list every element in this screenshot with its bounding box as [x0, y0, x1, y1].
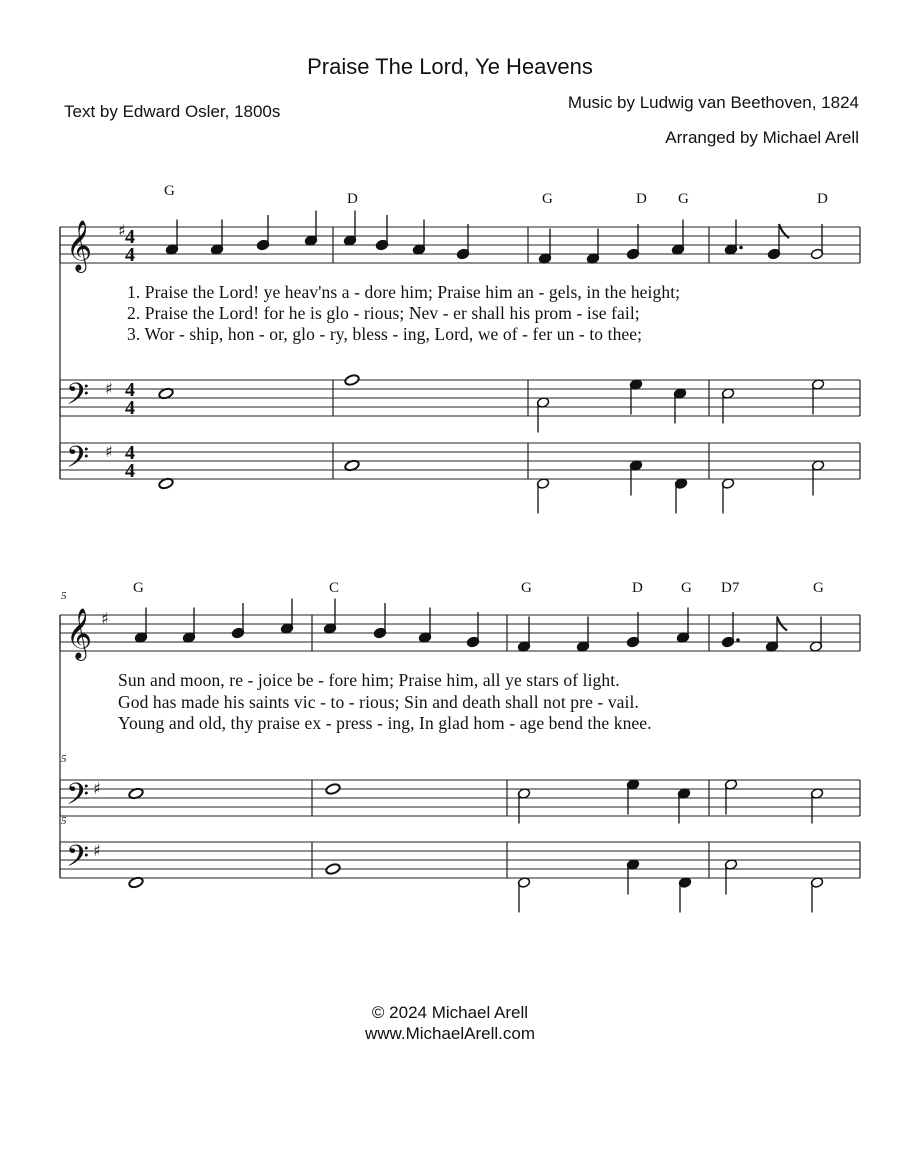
- lyric-verse-3: 3. Wor - ship, hon - or, glo - ry, bless - ing, Lord, we of - fer un - to thee;: [127, 324, 643, 344]
- sharp-icon: ♯: [93, 779, 101, 798]
- chord-symbol: G: [164, 183, 175, 199]
- music-credit: Music by Ludwig van Beethoven, 1824: [567, 93, 859, 112]
- sharp-icon: ♯: [105, 379, 113, 398]
- note-dot: [736, 638, 740, 642]
- lyric-verse-1: 1. Praise the Lord! ye heav'ns a - dore him; Praise him an - gels, in the height;: [127, 282, 681, 302]
- chord-symbol: G: [133, 580, 144, 596]
- chord-symbol: D: [636, 191, 647, 207]
- time-signature: 4: [125, 460, 135, 482]
- measure-number: 5: [61, 753, 67, 765]
- time-signature: 4: [125, 379, 135, 401]
- bass-clef-icon: 𝄢: [66, 840, 90, 881]
- sharp-icon: ♯: [105, 442, 113, 461]
- sharp-icon: ♯: [93, 841, 101, 860]
- chord-symbol: G: [678, 191, 689, 207]
- note-head: [325, 863, 341, 876]
- chord-symbol: G: [521, 580, 532, 596]
- copyright-notice: © 2024 Michael Arell: [371, 1003, 529, 1022]
- treble-clef-icon: 𝄞: [66, 608, 93, 659]
- bass-clef-icon: 𝄢: [66, 778, 90, 819]
- chord-symbol: G: [681, 580, 692, 596]
- arranger-credit: Arranged by Michael Arell: [665, 128, 859, 147]
- lyric-verse-1: Sun and moon, re - joice be - fore him; Praise him, all ye stars of light.: [118, 670, 620, 690]
- bass-clef-icon: 𝄢: [66, 378, 90, 419]
- time-signature: 4: [125, 244, 135, 266]
- chord-symbol: D: [632, 580, 643, 596]
- text-credit: Text by Edward Osler, 1800s: [64, 102, 281, 121]
- time-signature: 4: [125, 442, 135, 464]
- sharp-icon: ♯: [118, 221, 126, 240]
- time-signature: 4: [125, 397, 135, 419]
- note-head: [325, 783, 341, 796]
- bass-clef-icon: 𝄢: [66, 441, 90, 482]
- page-title: Praise The Lord, Ye Heavens: [307, 54, 593, 79]
- chord-symbol: G: [542, 191, 553, 207]
- website-link[interactable]: www.MichaelArell.com: [364, 1024, 536, 1043]
- chord-symbol: C: [329, 580, 340, 596]
- measure-number: 5: [61, 590, 67, 602]
- note-head: [344, 374, 360, 387]
- note-dot: [739, 246, 743, 250]
- lyric-verse-3: Young and old, thy praise ex - press - ing, In glad hom - age bend the knee.: [118, 713, 652, 733]
- sharp-icon: ♯: [101, 609, 109, 628]
- chord-symbol: D: [817, 191, 828, 207]
- lyric-verse-2: 2. Praise the Lord! for he is glo - rious; Nev - er shall his prom - ise fail;: [127, 303, 640, 323]
- treble-clef-icon: 𝄞: [66, 220, 93, 271]
- measure-number: 5: [61, 815, 67, 827]
- lyric-verse-2: God has made his saints vic - to - rious; Sin and death shall not pre - vail.: [118, 692, 639, 712]
- chord-symbol: D7: [721, 580, 740, 596]
- chord-symbol: G: [813, 580, 824, 596]
- chord-symbol: D: [347, 191, 358, 207]
- time-signature: 4: [125, 226, 135, 248]
